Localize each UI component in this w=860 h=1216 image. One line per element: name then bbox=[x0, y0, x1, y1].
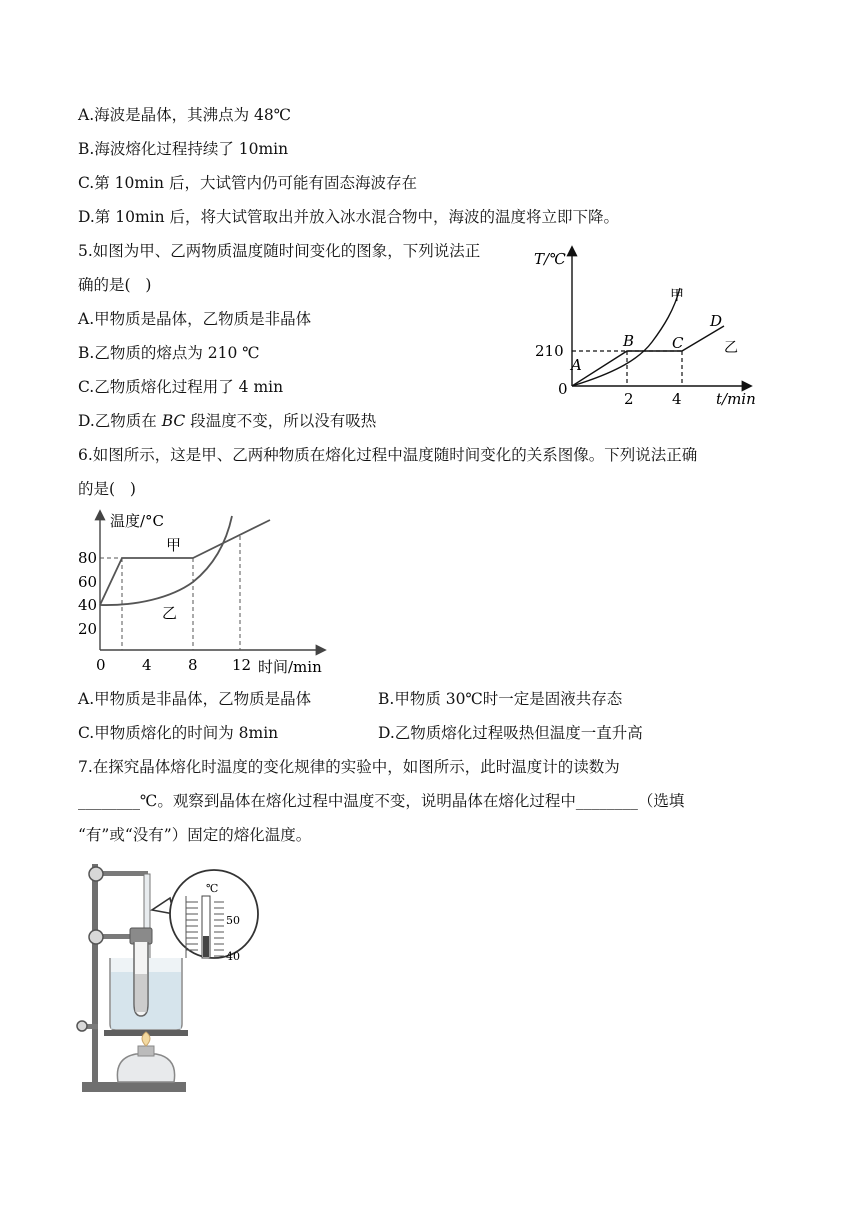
q6-stem-line1: 6.如图所示，这是甲、乙两种物质在熔化过程中温度随时间变化的关系图像。下列说法正确 bbox=[78, 446, 698, 464]
q7-stem-line2: ________℃。观察到晶体在熔化过程中温度不变，说明晶体在熔化过程中________（选填 bbox=[78, 792, 685, 810]
q4-option-c: C.第 10min 后，大试管内仍可能有固态海波存在 bbox=[78, 174, 417, 192]
q6-curve-jia bbox=[100, 520, 270, 605]
q6-x-tick-12: 12 bbox=[232, 656, 252, 674]
q6-y-tick-40: 40 bbox=[78, 596, 98, 614]
q5-option-d-segment: BC bbox=[161, 412, 186, 430]
q6-option-d: D.乙物质熔化过程吸热但温度一直升高 bbox=[378, 724, 643, 742]
q5-option-c: C.乙物质熔化过程用了 4 min bbox=[78, 378, 284, 396]
test-tube-solid bbox=[135, 974, 147, 1012]
q5-graph bbox=[528, 240, 764, 412]
q4-option-d: D.第 10min 后，将大试管取出并放入冰水混合物中，海波的温度将立即下降。 bbox=[78, 208, 620, 226]
q6-y-axis-label: 温度/°C bbox=[110, 512, 165, 530]
thermo-tick-40: 40 bbox=[226, 950, 240, 963]
q6-stem-line2: 的是( ) bbox=[78, 480, 136, 498]
lamp-flame bbox=[142, 1032, 150, 1046]
q6-label-yi: 乙 bbox=[162, 604, 178, 622]
q5-point-d: D bbox=[710, 312, 723, 330]
stand-rod bbox=[92, 864, 98, 1086]
q5-option-b: B.乙物质的熔点为 210 ℃ bbox=[78, 344, 260, 362]
q5-option-a: A.甲物质是晶体，乙物质是非晶体 bbox=[78, 310, 312, 328]
q5-x-tick-4: 4 bbox=[672, 390, 682, 408]
q6-option-b: B.甲物质 30℃时一定是固液共存态 bbox=[378, 690, 623, 708]
q6-x-tick-8: 8 bbox=[188, 656, 198, 674]
q6-x-tick-4: 4 bbox=[142, 656, 152, 674]
thermo-unit-label: ℃ bbox=[206, 882, 219, 895]
ring-clamp-knob bbox=[77, 1021, 87, 1031]
thermo-tick-50: 50 bbox=[226, 914, 240, 927]
alcohol-lamp bbox=[117, 1054, 174, 1082]
q5-x-axis-label: t/min bbox=[716, 390, 756, 408]
q5-label-jia: 甲 bbox=[670, 288, 684, 304]
q5-y-tick-210: 210 bbox=[535, 342, 564, 360]
thermo-column-liquid bbox=[203, 936, 209, 957]
middle-clamp-knob bbox=[89, 930, 103, 944]
q5-curve-yi bbox=[572, 326, 724, 386]
q6-x-tick-0: 0 bbox=[96, 656, 106, 674]
q6-label-jia: 甲 bbox=[166, 536, 182, 554]
q7-stem-line1: 7.在探究晶体熔化时温度的变化规律的实验中，如图所示，此时温度计的读数为 bbox=[78, 758, 620, 776]
q5-option-d-suffix: 段温度不变，所以没有吸热 bbox=[185, 412, 377, 430]
q5-origin-label: 0 bbox=[558, 380, 568, 398]
q6-graph bbox=[76, 506, 336, 680]
q5-label-yi: 乙 bbox=[724, 340, 738, 356]
q6-option-c: C.甲物质熔化的时间为 8min bbox=[78, 724, 279, 742]
q5-point-b: B bbox=[623, 332, 635, 350]
tube-clamp bbox=[130, 928, 152, 944]
q5-option-d-prefix: D.乙物质在 bbox=[78, 412, 162, 430]
q5-stem-line1: 5.如图为甲、乙两物质温度随时间变化的图象，下列说法正 bbox=[78, 242, 481, 260]
q5-y-axis-label: T/℃ bbox=[534, 250, 566, 268]
lamp-neck bbox=[138, 1046, 154, 1056]
q6-y-tick-80: 80 bbox=[78, 549, 98, 567]
q5-point-a: A bbox=[571, 356, 582, 374]
q5-point-c: C bbox=[672, 334, 684, 352]
q7-stem-line3: “有”或“没有”）固定的熔化温度。 bbox=[78, 826, 312, 844]
q5-stem-line2: 确的是( ) bbox=[78, 276, 152, 294]
q4-option-a: A.海波是晶体，其沸点为 48℃ bbox=[78, 106, 292, 124]
q4-option-b: B.海波熔化过程持续了 10min bbox=[78, 140, 289, 158]
q6-y-tick-20: 20 bbox=[78, 620, 98, 638]
q6-y-tick-60: 60 bbox=[78, 573, 98, 591]
q5-option-d bbox=[78, 410, 376, 432]
top-clamp-knob bbox=[89, 867, 103, 881]
q6-option-a: A.甲物质是非晶体，乙物质是晶体 bbox=[78, 690, 312, 708]
q7-apparatus-figure bbox=[74, 854, 274, 1100]
q6-x-axis-label: 时间/min bbox=[258, 658, 322, 676]
q5-x-tick-2: 2 bbox=[624, 390, 634, 408]
